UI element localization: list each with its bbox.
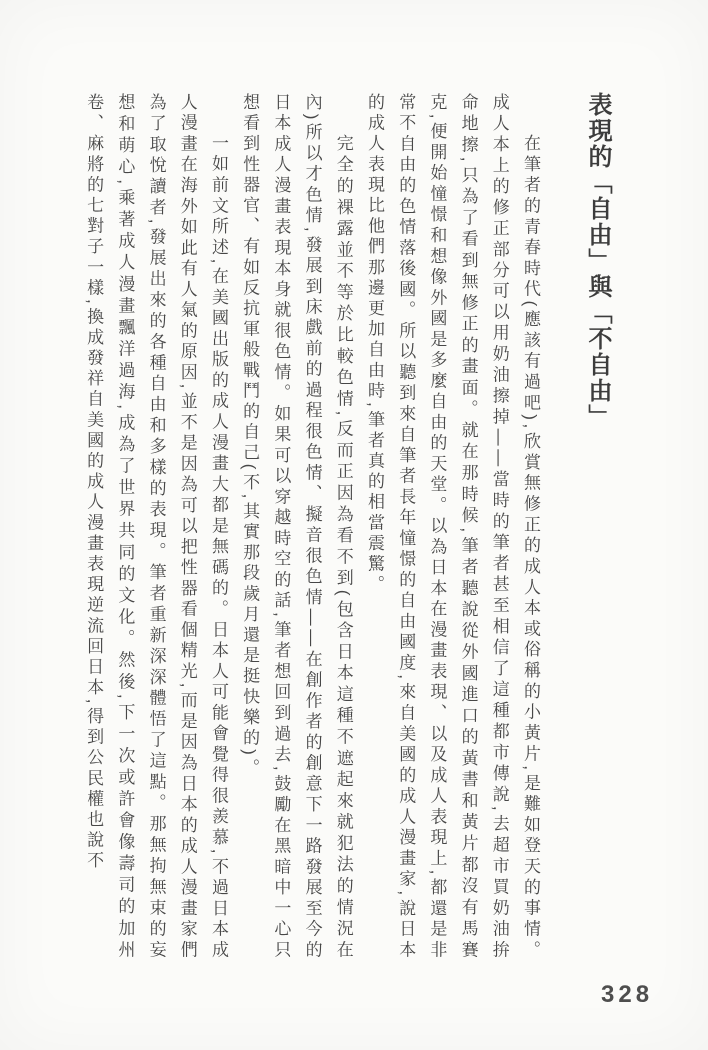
chapter-title: 表現的「自由」與「不自由」	[584, 92, 611, 430]
page-number: 328	[601, 981, 654, 1008]
body-text	[78, 93, 546, 961]
paragraph: 在筆者的青春時代(應該有過吧),欣賞無修正的成人本或俗稱的小黃片,是難如登天的事情。成人本上的修正部分可以用奶油擦掉——當時的筆者甚至相信了這種都市傳說,去超市買奶油拚命地擦,只為了看到無修正的畫面。就在那時候,筆者聽說從外國進口的黃書和黃片都沒有馬賽克,便開始憧憬和想像外國是多麼自由的天堂。以為日本在漫畫表現、以及成人表現上,都還是非常不自由的色情落後國。所以聽到來自筆者長年憧憬的自由國度,來自美國的成人漫畫家,說日本的成人表現比他們那邊更加自由時,筆者真的相當震驚。	[364, 93, 540, 961]
paragraph: 完全的裸露並不等於比較色情,反而正因為看不到(包含日本這種不遮起來就犯法的情況在內)所以才色情,發展到床戲前的過程很色情、擬音很色情——在創作者的創意下一路發展至今的日本成人漫畫表現本身就很色情。如果可以穿越時空的話,筆者想回到過去,鼓勵在黑暗中一心只想看到性器官、有如反抗軍般戰鬥的自己(不,其實那段歲月還是挺快樂的)。	[240, 93, 353, 961]
paragraph: 一如前文所述,在美國出版的成人漫畫大都是無碼的。日本人可能會覺得很羨慕,不過日本成人漫畫在海外如此有人氣的原因,並不是因為可以把性器看個精光,而是因為日本的成人漫畫家們為了取悅讀者,發展出來的各種自由和多樣的表現。筆者重新深深體悟了這點。那無拘無束的妄想和萌心,乘著成人漫畫飄洋過海,成為了世界共同的文化。然後,下一次或許會像壽司的加州卷、麻將的七對子一樣,換成發祥自美國的成人漫畫表現逆流回日本,得到公民權也說不	[84, 93, 228, 961]
